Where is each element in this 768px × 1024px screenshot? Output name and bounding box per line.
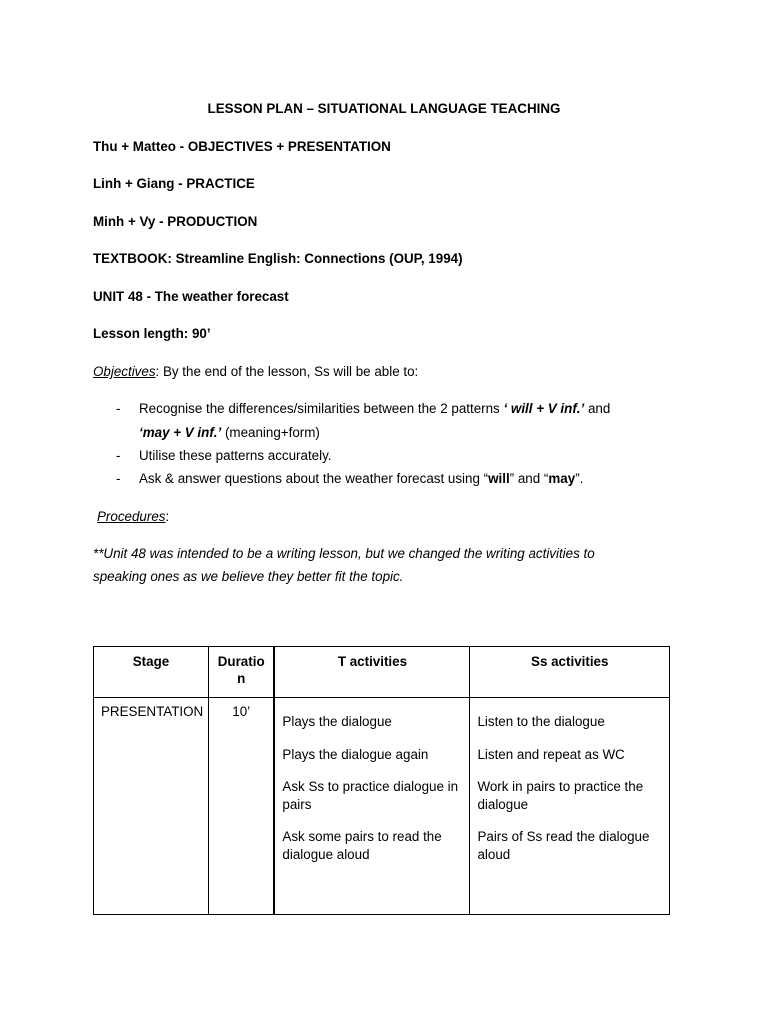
keyword-will: will (488, 471, 510, 486)
objectives-heading (93, 364, 418, 379)
ss-activity-item: Listen and repeat as WC (477, 746, 625, 762)
header-duration (208, 647, 274, 698)
page-title: LESSON PLAN – SITUATIONAL LANGUAGE TEACHING (207, 101, 561, 116)
header-duration-line-1: Duratio (217, 654, 265, 669)
textbook-line: TEXTBOOK: Streamline English: Connections (OUP, 1994) (93, 251, 463, 266)
table-row (94, 698, 670, 915)
assignment-practice: Linh + Giang - PRACTICE (93, 176, 255, 191)
note-line-2: speaking ones as we believe they better fit the topic. (93, 569, 404, 584)
objective-1-text: Recognise the differences/similarities between the 2 patterns (139, 401, 504, 416)
pattern-may: ‘may + V inf.’ (139, 425, 222, 440)
ss-activity-item: Work in pairs to practice the dialogue (477, 779, 644, 812)
assignment-objectives-presentation: Thu + Matteo - OBJECTIVES + PRESENTATION (93, 139, 391, 154)
bullet-dash: - (116, 448, 121, 463)
objective-3-end: ”. (575, 471, 584, 486)
table-header-row (94, 647, 670, 698)
objectives-label: Objectives (93, 364, 156, 379)
pattern-will: ‘ will + V inf.’ (503, 401, 585, 416)
ss-activity-item: Pairs of Ss read the dialogue aloud (477, 829, 650, 862)
t-activity-item: Plays the dialogue (282, 714, 392, 729)
t-activities-cell (274, 698, 470, 915)
objective-1-suffix: (meaning+form) (221, 425, 320, 440)
assignment-production: Minh + Vy - PRODUCTION (93, 214, 258, 229)
lesson-length: Lesson length: 90’ (93, 326, 211, 341)
ss-activities-cell (470, 698, 670, 915)
header-ss-activities: Ss activities (470, 647, 670, 698)
duration-cell: 10’ (208, 698, 274, 915)
objective-item-2: Utilise these patterns accurately. (139, 448, 332, 463)
stage-cell: PRESENTATION (94, 698, 209, 915)
t-activity-item: Ask Ss to practice dialogue in pairs (282, 779, 459, 812)
objective-item-1-line-2 (139, 425, 320, 440)
header-t-activities: T activities (274, 647, 470, 698)
t-activity-item: Ask some pairs to read the dialogue aloud (282, 829, 442, 862)
note-line-1: **Unit 48 was intended to be a writing lesson, but we changed the writing activities to (93, 546, 595, 561)
objective-1-and: and (584, 401, 611, 416)
header-duration-line-2: n (237, 671, 246, 686)
procedures-heading (97, 509, 169, 524)
procedures-label: Procedures (97, 509, 166, 524)
objectives-intro: : By the end of the lesson, Ss will be able to: (155, 364, 419, 379)
unit-line: UNIT 48 - The weather forecast (93, 289, 289, 304)
header-stage: Stage (94, 647, 209, 698)
bullet-dash: - (116, 471, 121, 486)
objective-3-text: Ask & answer questions about the weather forecast using “ (139, 471, 489, 486)
objective-item-1-line-1 (139, 401, 610, 416)
bullet-dash: - (116, 401, 121, 416)
ss-activity-item: Listen to the dialogue (477, 714, 605, 729)
objective-item-3 (139, 471, 583, 486)
lesson-plan-table (93, 646, 670, 915)
objective-3-and: ” and “ (509, 471, 549, 486)
t-activity-item: Plays the dialogue again (282, 746, 429, 762)
procedures-colon: : (165, 509, 170, 524)
keyword-may: may (548, 471, 576, 486)
